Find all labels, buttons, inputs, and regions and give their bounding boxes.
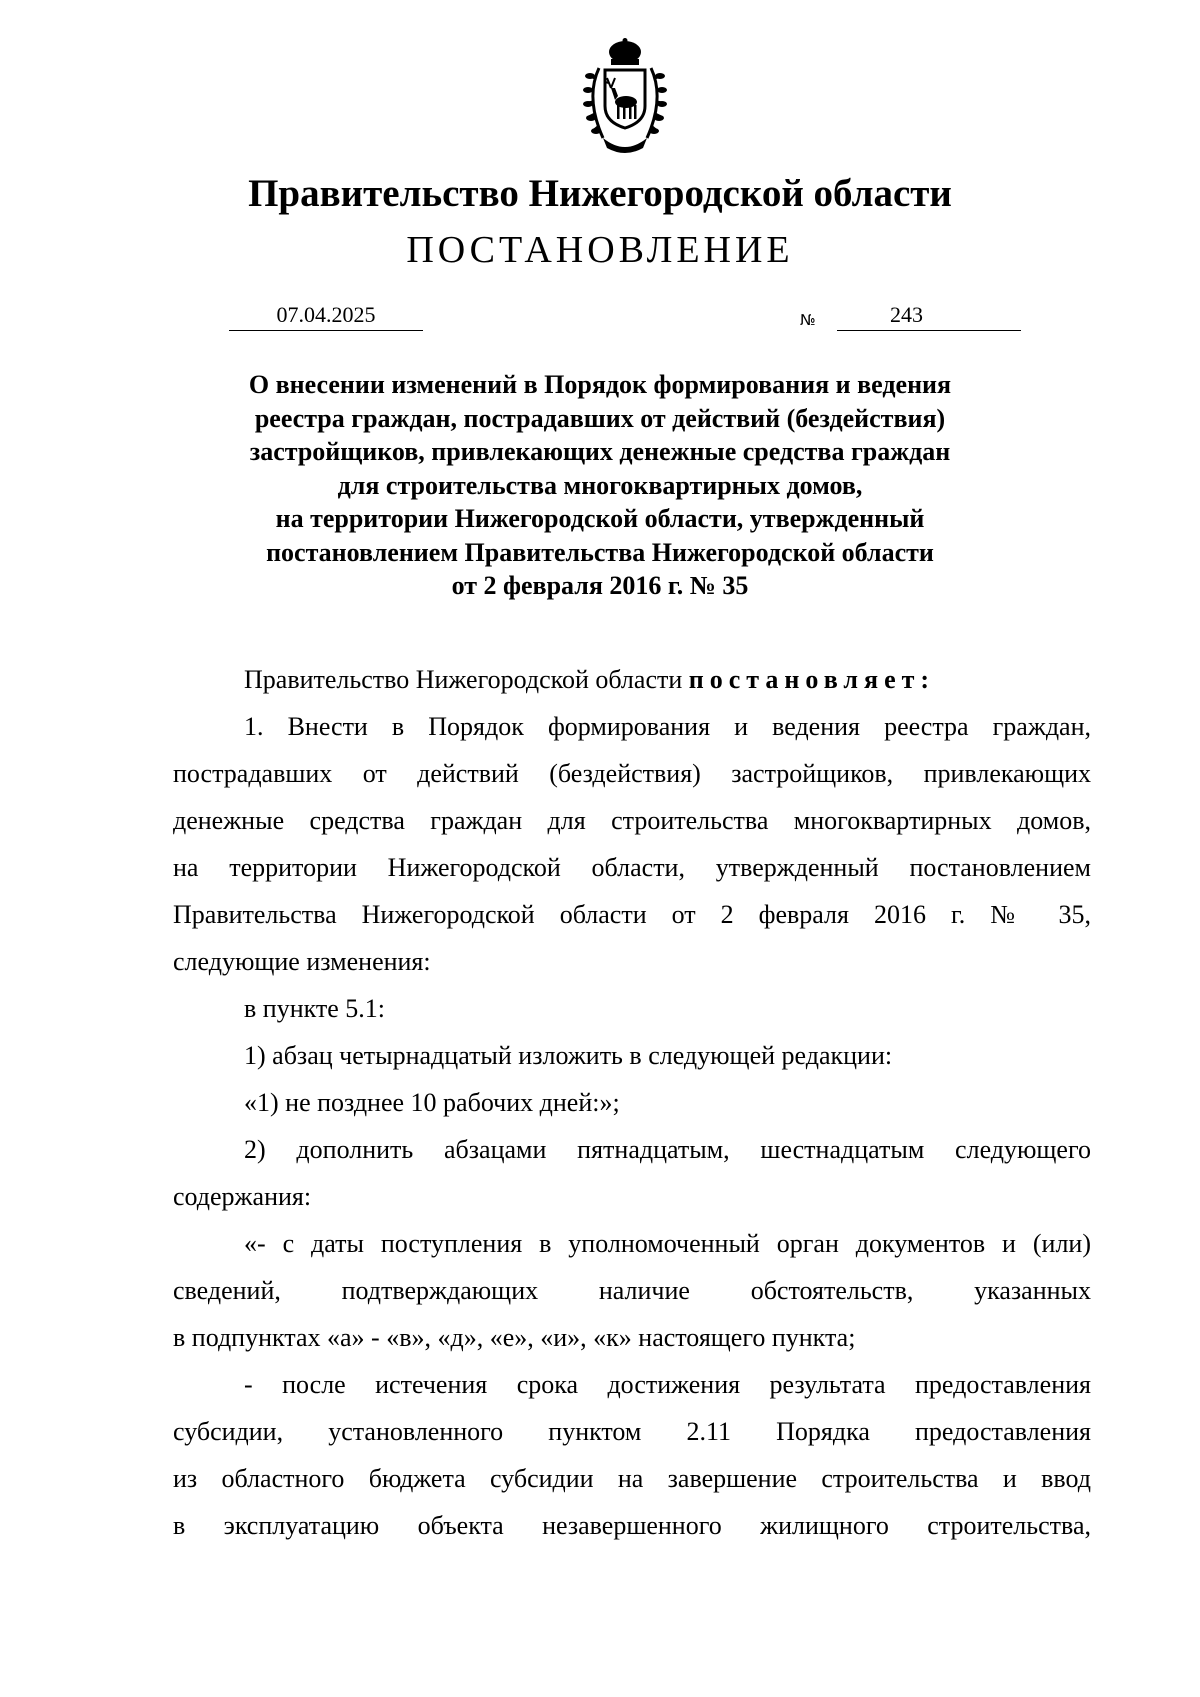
body-line: в эксплуатацию объекта незавершенного жилищного строительства,: [173, 1511, 1091, 1540]
body-line: в подпунктах «а» - «в», «д», «е», «и», «к» настоящего пункта;: [173, 1323, 856, 1352]
body-line: «1) не позднее 10 рабочих дней:»;: [244, 1088, 620, 1117]
body-line: 2) дополнить абзацами пятнадцатым, шестнадцатым следующего: [244, 1135, 1091, 1164]
body-line: следующие изменения:: [173, 947, 431, 976]
heading-line: застройщиков, привлекающих денежные средства граждан: [249, 437, 951, 466]
body-line: Правительства Нижегородской области от 2 февраля 2016 г. № 35,: [173, 900, 1091, 929]
document-body: [173, 656, 1091, 1549]
body-line: субсидии, установленного пунктом 2.11 Порядка предоставления: [173, 1417, 1091, 1446]
body-line: содержания:: [173, 1182, 312, 1211]
heading-line: реестра граждан, пострадавших от действий (бездействия): [254, 403, 946, 433]
ribbon-icon: [603, 138, 647, 153]
body-line: на территории Нижегородской области, утвержденный постановлением: [173, 853, 1091, 882]
body-line: из областного бюджета субсидии на завершение строительства и ввод: [173, 1464, 1091, 1493]
government-title: Правительство Нижегородской области: [248, 172, 952, 215]
heading-line: от 2 февраля 2016 г. № 35: [451, 571, 749, 600]
coat-of-arms-emblem: [573, 38, 677, 158]
heading-line: О внесении изменений в Порядок формирования и ведения: [248, 370, 952, 399]
document-number-field: [837, 300, 1021, 331]
body-line: сведений, подтверждающих наличие обстоятельств, указанных: [173, 1276, 1091, 1305]
preamble: [173, 656, 1091, 703]
crown-icon: [609, 38, 641, 65]
preamble-text: Правительство Нижегородской области: [244, 665, 683, 694]
document-date: 07.04.2025: [229, 300, 423, 331]
body-line: денежные средства граждан для строительства многоквартирных домов,: [173, 806, 1091, 835]
body-line: 1. Внести в Порядок формирования и ведения реестра граждан,: [244, 712, 1091, 741]
body-line: в пункте 5.1:: [244, 994, 386, 1023]
body-line: - после истечения срока достижения результата предоставления: [244, 1370, 1091, 1399]
number-sign: №: [800, 311, 816, 329]
body-line: «- с даты поступления в уполномоченный орган документов и (или): [244, 1229, 1091, 1258]
document-type: ПОСТАНОВЛЕНИЕ: [406, 229, 794, 271]
body-line: 1) абзац четырнадцатый изложить в следующей редакции:: [244, 1041, 893, 1070]
document-number: 243: [890, 302, 923, 327]
body-line: пострадавших от действий (бездействия) застройщиков, привлекающих: [173, 759, 1091, 788]
document-heading: [150, 368, 1050, 603]
heading-line: на территории Нижегородской области, утвержденный: [275, 504, 925, 533]
heading-line: постановлением Правительства Нижегородской области: [266, 537, 934, 567]
preamble-decree: постановляет:: [688, 665, 936, 694]
heading-line: для строительства многоквартирных домов,: [337, 470, 863, 500]
